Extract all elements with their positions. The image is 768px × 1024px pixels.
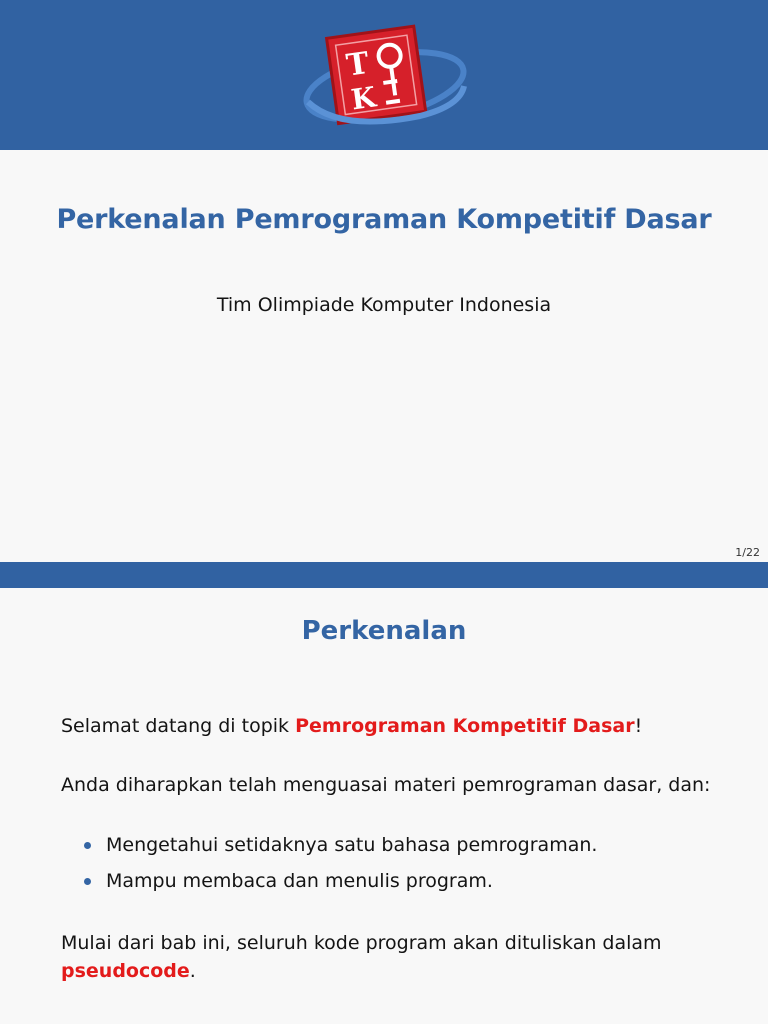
presentation-author: Tim Olimpiade Komputer Indonesia bbox=[216, 294, 552, 316]
intro-highlight: Pemrograman Kompetitif Dasar bbox=[295, 715, 635, 737]
list-item bbox=[84, 831, 597, 867]
header-band bbox=[0, 0, 768, 150]
bullet-icon bbox=[84, 878, 91, 885]
closing-highlight: pseudocode bbox=[61, 960, 190, 982]
svg-text:K: K bbox=[349, 80, 378, 117]
intro-suffix: ! bbox=[634, 715, 643, 737]
bullet-icon bbox=[84, 842, 91, 849]
toki-logo bbox=[300, 24, 470, 136]
intro-paragraph bbox=[61, 712, 642, 740]
closing-suffix: . bbox=[189, 960, 196, 982]
intro-prefix: Selamat datang di topik bbox=[61, 715, 296, 737]
requirement-paragraph: Anda diharapkan telah menguasai materi pemrograman dasar, dan: bbox=[61, 774, 711, 796]
list-item bbox=[84, 867, 597, 903]
intro-slide bbox=[0, 588, 768, 1024]
page-number: 1/22 bbox=[735, 546, 760, 559]
requirement-list bbox=[84, 831, 597, 903]
logo-square bbox=[327, 26, 426, 123]
presentation-title: Perkenalan Pemrograman Kompetitif Dasar bbox=[56, 204, 712, 235]
svg-text:T: T bbox=[344, 45, 372, 84]
slide-divider-band bbox=[0, 562, 768, 588]
list-item-text: Mampu membaca dan menulis program. bbox=[106, 870, 493, 892]
closing-paragraph bbox=[61, 929, 721, 985]
list-item-text: Mengetahui setidaknya satu bahasa pemrograman. bbox=[106, 834, 598, 856]
frame-title: Perkenalan bbox=[301, 616, 467, 646]
closing-prefix: Mulai dari bab ini, seluruh kode program akan dituliskan dalam bbox=[61, 932, 662, 954]
